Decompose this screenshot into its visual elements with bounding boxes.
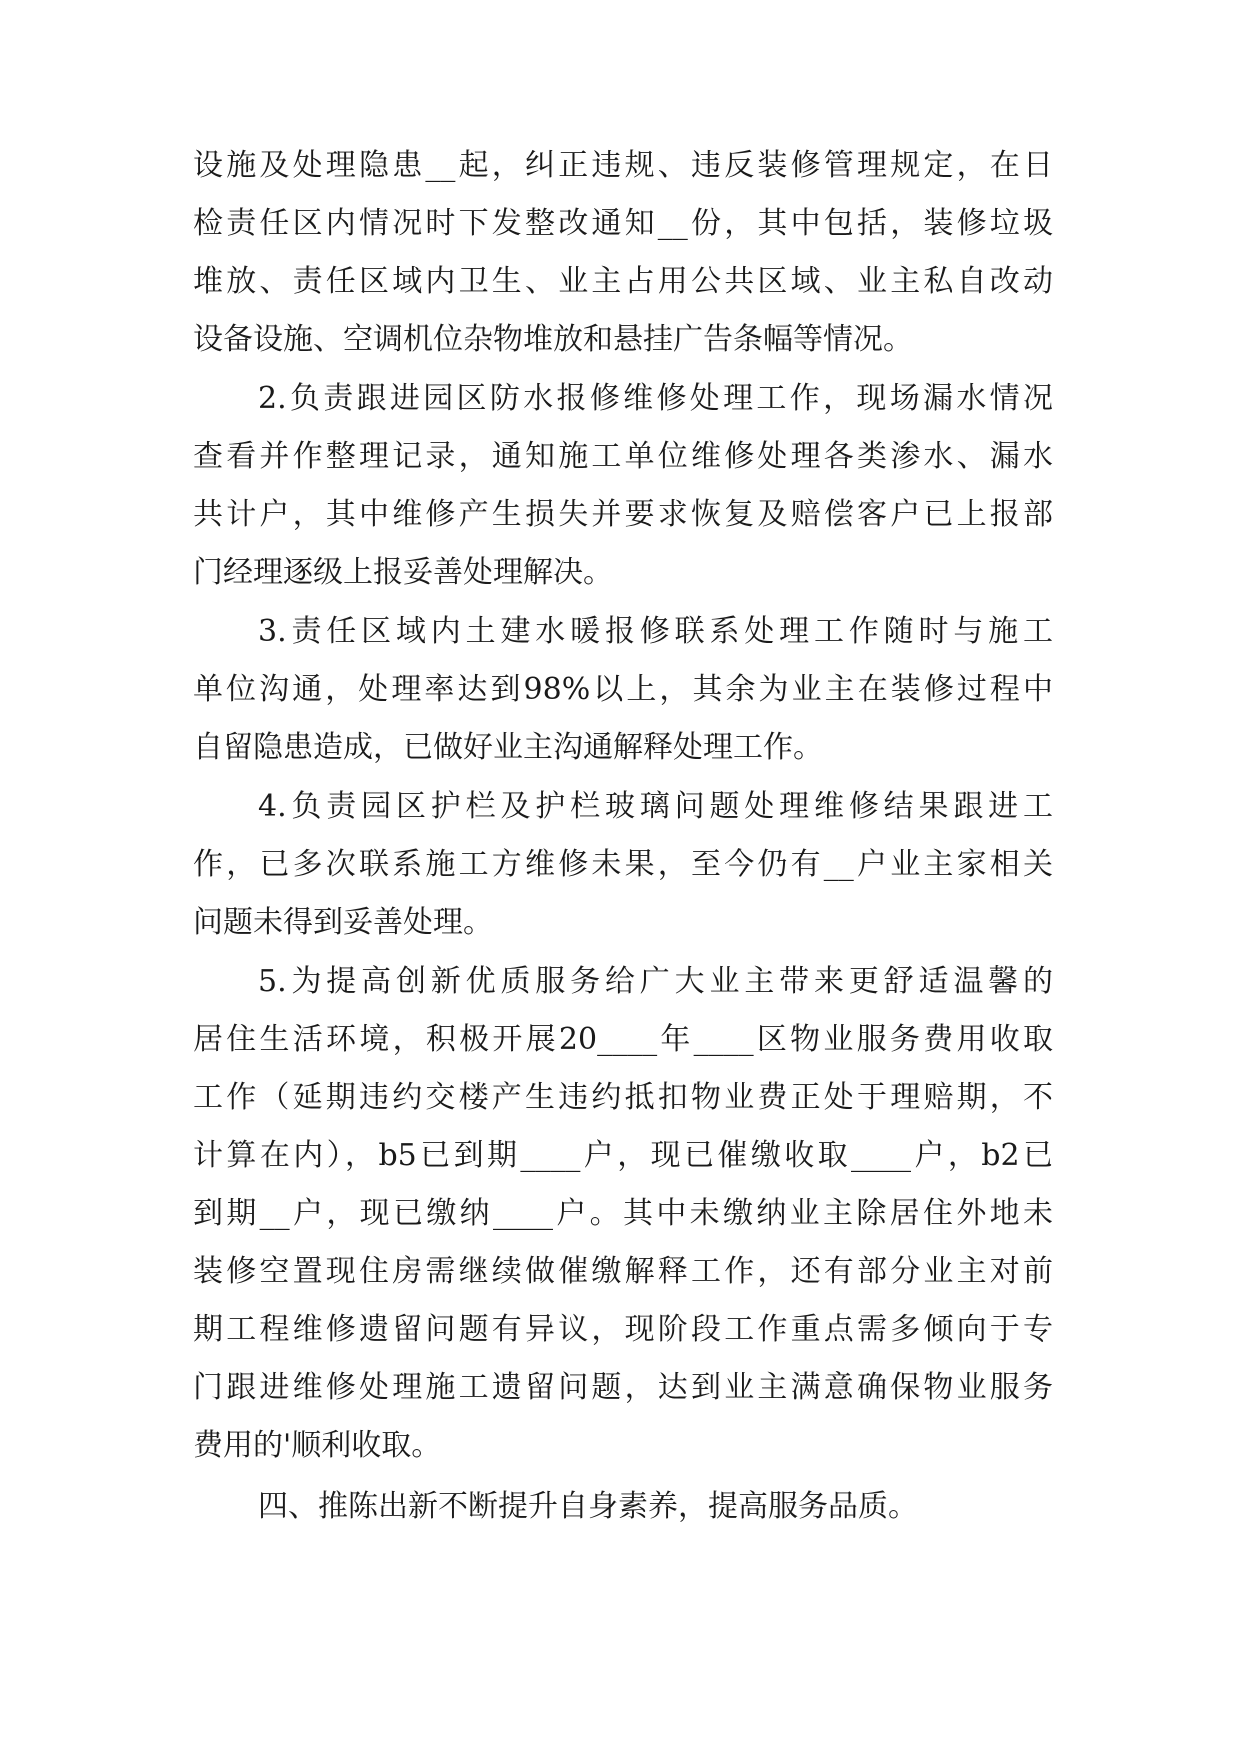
text-line: 设施及处理隐患__起，纠正违规、违反装修管理规定，在日 [193, 148, 1053, 183]
text-line: 居住生活环境，积极开展20____年____区物业服务费用收取 [193, 1022, 1053, 1057]
text-line: 费用的'顺利收取。 [193, 1428, 442, 1463]
text-line: 堆放、责任区域内卫生、业主占用公共区域、业主私自改动 [193, 264, 1053, 299]
text-line: 到期__户，现已缴纳____户。其中未缴纳业主除居住外地未 [193, 1196, 1053, 1231]
text-line: 单位沟通，处理率达到98%以上，其余为业主在装修过程中 [193, 672, 1053, 707]
text-line: 装修空置现住房需继续做催缴解释工作，还有部分业主对前 [193, 1254, 1053, 1289]
paragraph-start-line: 2.负责跟进园区防水报修维修处理工作，现场漏水情况 [258, 381, 1053, 416]
paragraph-start-line: 5.为提高创新优质服务给广大业主带来更舒适温馨的 [258, 964, 1053, 999]
text-line: 共计户，其中维修产生损失并要求恢复及赔偿客户已上报部 [193, 497, 1053, 532]
text-line: 检责任区内情况时下发整改通知__份，其中包括，装修垃圾 [193, 206, 1053, 241]
text-line: 门经理逐级上报妥善处理解决。 [193, 555, 613, 590]
text-line: 设备设施、空调机位杂物堆放和悬挂广告条幅等情况。 [193, 322, 913, 357]
text-line: 门跟进维修处理施工遗留问题，达到业主满意确保物业服务 [193, 1370, 1053, 1405]
text-line: 作，已多次联系施工方维修未果，至今仍有__户业主家相关 [193, 847, 1053, 882]
section-heading: 四、推陈出新不断提升自身素养，提高服务品质。 [258, 1489, 918, 1524]
text-line: 计算在内），b5已到期____户，现已催缴收取____户，b2已 [193, 1138, 1053, 1173]
text-line: 查看并作整理记录，通知施工单位维修处理各类渗水、漏水 [193, 439, 1053, 474]
text-line: 自留隐患造成，已做好业主沟通解释处理工作。 [193, 730, 823, 765]
paragraph-start-line: 4.负责园区护栏及护栏玻璃问题处理维修结果跟进工 [258, 789, 1053, 824]
text-line: 期工程维修遗留问题有异议，现阶段工作重点需多倾向于专 [193, 1312, 1053, 1347]
text-line: 问题未得到妥善处理。 [193, 905, 493, 940]
paragraph-start-line: 3.责任区域内土建水暖报修联系处理工作随时与施工 [258, 614, 1053, 649]
text-line: 工作（延期违约交楼产生违约抵扣物业费正处于理赔期，不 [193, 1080, 1053, 1115]
